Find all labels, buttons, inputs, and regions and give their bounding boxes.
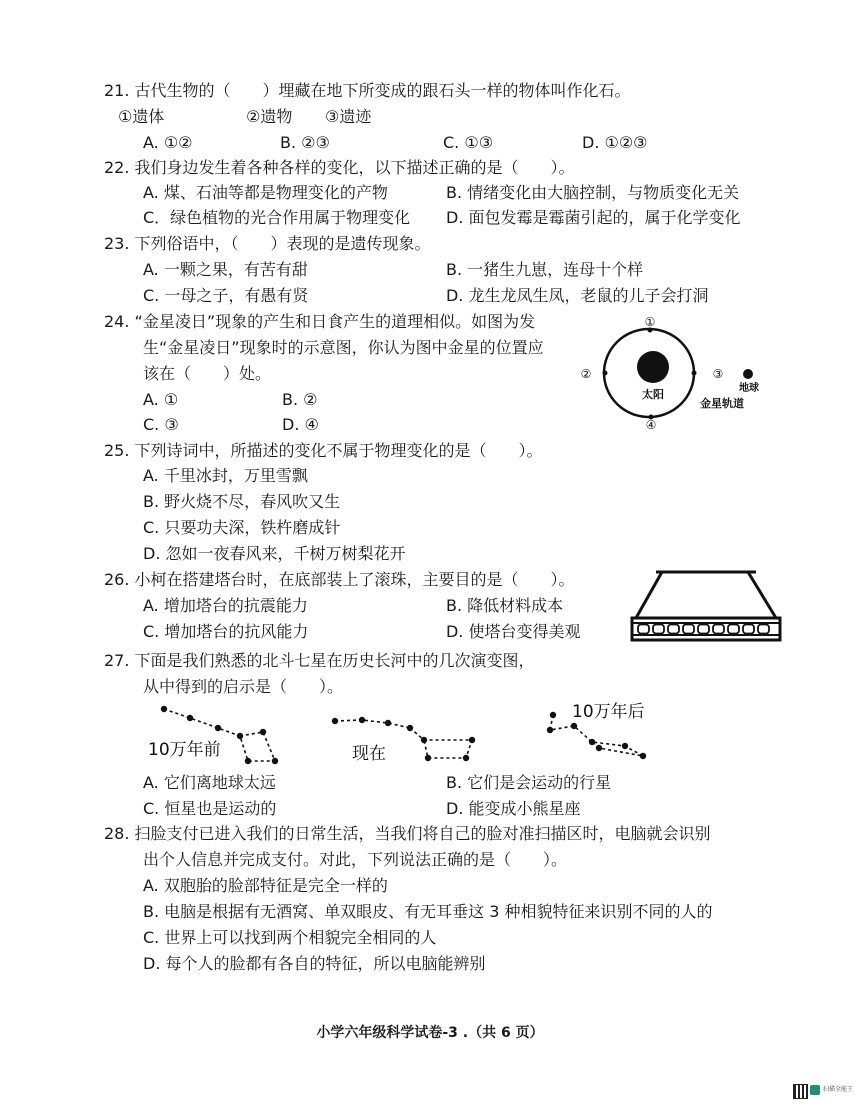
sun-label: 太阳	[642, 388, 664, 401]
q21-option-c: C. ①③	[443, 133, 494, 152]
earth-disc	[743, 369, 753, 379]
tower-left-brace	[636, 572, 662, 618]
q22-option-c: C．绿色植物的光合作用属于物理变化	[143, 208, 411, 227]
question-26-stem: 26. 小柯在搭建塔台时，在底部装上了滚珠，主要目的是（ ）。	[104, 570, 575, 589]
q27-option-a: A. 它们离地球太远	[143, 773, 276, 792]
point-3-marker	[692, 371, 697, 376]
q21-option-b: B. ②③	[280, 133, 330, 152]
question-27-stem-line-2: 从中得到的启示是（ ）。	[143, 677, 344, 696]
q26-option-b: B. 降低材料成本	[446, 596, 564, 615]
q27-option-c: C. 恒星也是运动的	[143, 799, 277, 818]
q28-option-c: C. 世界上可以找到两个相貌完全相同的人	[143, 928, 437, 947]
label-future: 10万年后	[572, 702, 645, 722]
q27-option-b: B. 它们是会运动的行星	[446, 773, 612, 792]
transit-of-venus-diagram	[570, 310, 770, 430]
q28-option-d: D. 每个人的脸都有各自的特征，所以电脑能辨别	[143, 954, 486, 973]
q28-option-a: A. 双胞胎的脸部特征是完全一样的	[143, 876, 388, 895]
label-past: 10万年前	[148, 740, 221, 760]
q24-option-b: B. ②	[282, 390, 318, 409]
watermark-text: 扫描全能王	[823, 1086, 854, 1093]
q21-option-a: A. ①②	[143, 133, 193, 152]
q23-option-a: A. 一颗之果，有苦有甜	[143, 260, 308, 279]
q25-option-d: D. 忽如一夜春风来，千树万树梨花开	[143, 544, 406, 563]
q21-item-3: ③遗迹	[325, 107, 372, 126]
q23-option-c: C. 一母之子，有愚有贤	[143, 286, 309, 305]
q23-option-b: B. 一猪生九崽，连母十个样	[446, 260, 644, 279]
point-4-label: ④	[645, 418, 657, 430]
question-24-stem-line-3: 该在（ ）处。	[143, 364, 272, 383]
dipper-future	[547, 701, 646, 759]
question-21-stem: 21. 古代生物的（ ）埋藏在地下所变成的跟石头一样的物体叫作化石。	[104, 81, 631, 100]
q25-option-c: C. 只要功夫深，铁杵磨成针	[143, 518, 341, 537]
orbit-label: 金星轨道	[700, 397, 744, 410]
page-footer: 小学六年级科学试卷-3 .（共 6 页）	[316, 1025, 544, 1041]
point-1-label: ①	[644, 315, 656, 329]
q22-option-a: A. 煤、石油等都是物理变化的产物	[143, 183, 388, 202]
dipper-present	[332, 717, 475, 764]
tower-right-brace	[748, 572, 776, 618]
point-3-label: ③	[712, 367, 724, 381]
q27-option-d: D. 能变成小熊星座	[446, 799, 581, 818]
q26-option-c: C. 增加塔台的抗风能力	[143, 622, 309, 641]
scanner-watermark	[793, 1083, 854, 1099]
point-2-label: ②	[580, 367, 592, 381]
question-28-stem-line-2: 出个人信息并完成支付。对此，下列说法正确的是（ ）。	[143, 850, 568, 869]
q24-option-d: D. ④	[282, 415, 319, 434]
question-23-stem: 23. 下列俗语中，（ ）表现的是遗传现象。	[104, 234, 431, 253]
dipper-past	[148, 706, 278, 764]
cs-logo-icon	[810, 1085, 820, 1095]
q24-option-c: C. ③	[143, 415, 179, 434]
question-25-stem: 25. 下列诗词中，所描述的变化不属于物理变化的是（ ）。	[104, 441, 543, 460]
q24-option-a: A. ①	[143, 390, 179, 409]
big-dipper-evolution-figure	[140, 696, 700, 770]
q23-option-d: D. 龙生龙凤生凤，老鼠的儿子会打洞	[446, 286, 709, 305]
q26-option-a: A. 增加塔台的抗震能力	[143, 596, 308, 615]
q21-option-d: D. ①②③	[582, 133, 648, 152]
q22-option-b: B. 情绪变化由大脑控制，与物质变化无关	[446, 183, 740, 202]
question-24-stem-line-2: 生“金星凌日”现象时的示意图，你认为图中金星的位置应	[143, 338, 544, 357]
question-22-stem: 22. 我们身边发生着各种各样的变化，以下描述正确的是（ ）。	[104, 158, 575, 177]
earth-label: 地球	[739, 383, 759, 394]
point-2-marker	[603, 371, 608, 376]
q28-option-b: B. 电脑是根据有无酒窝、单双眼皮、有无耳垂这 3 种相貌特征来识别不同的人的	[143, 902, 713, 921]
q25-option-b: B. 野火烧不尽，春风吹又生	[143, 492, 341, 511]
q25-option-a: A. 千里冰封，万里雪飘	[143, 466, 308, 485]
question-27-stem-line-1: 27. 下面是我们熟悉的北斗七星在历史长河中的几次演变图，	[104, 651, 535, 670]
q21-item-2: ②遗物	[246, 107, 293, 126]
q26-option-d: D. 使塔台变得美观	[446, 622, 581, 641]
question-28-stem-line-1: 28. 扫脸支付已进入我们的日常生活，当我们将自己的脸对准扫描区时，电脑就会识别	[104, 824, 711, 843]
sun-disc	[637, 351, 669, 383]
question-24-stem-line-1: 24. “金星凌日”现象的产生和日食产生的道理相似。如图为发	[104, 312, 536, 331]
qr-icon	[793, 1084, 808, 1099]
q21-item-1: ①遗体	[118, 107, 165, 126]
label-present: 现在	[352, 744, 386, 764]
q22-option-d: D. 面包发霉是霉菌引起的，属于化学变化	[446, 208, 741, 227]
tower-platform-figure	[626, 568, 786, 646]
